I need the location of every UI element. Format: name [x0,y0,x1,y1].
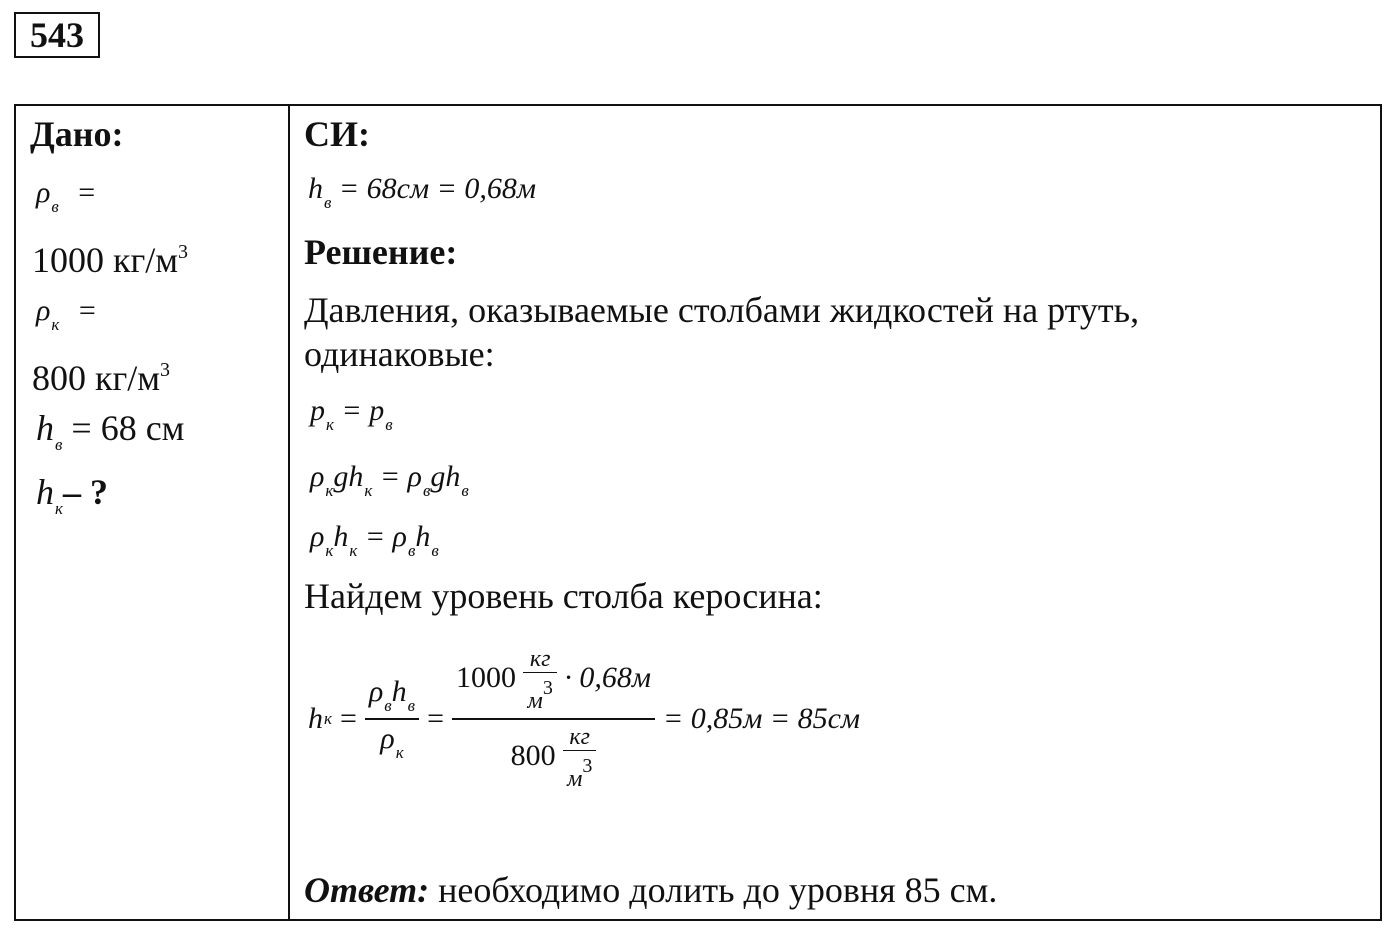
given-h-v: $h_в = 68$ см [36,408,185,454]
equation-pressure-equal: $p_к = p_в$ [310,394,393,434]
given-h-k-question: $h_к-$ ? [36,472,108,518]
answer-label: Ответ: [304,870,430,910]
final-formula: h к = $\frac{\rho_вh_в}{\rho_к}$ = 1000 кг $м^3$ · 0,68м 800 кг $м^3$ = 0,85м = 85см [308,646,861,792]
given-rho-v-value: 1000 $кг/м^3$ [32,240,189,280]
answer [304,870,997,910]
answer-text: необходимо долить до уровня 85 см. [438,870,998,910]
solution-text-line2: одинаковые: [304,334,495,374]
solution-heading: Решение: [304,232,458,272]
fraction-numeric: 1000 кг $м^3$ · 0,68м 800 кг $м^3$ [452,646,655,792]
find-level-text: Найдем уровень столба керосина: [304,576,823,616]
fraction-rho-h-over-rho: $\frac{\rho_вh_в}{\rho_к}$ [365,675,419,763]
solution-table [14,104,1382,921]
si-conversion: $h_в = 68см = 0,68м$ [308,172,536,212]
problem-number: 543 [14,12,100,58]
solution-text-line1: Давления, оказываемые столбами жидкостей на ртуть, [304,290,1140,330]
si-heading: СИ: [304,114,370,154]
equation-rho-h: $\rho_кh_к = \rho_вh_в$ [310,520,439,560]
equation-rho-g-h: $\rho_кgh_к = \rho_вgh_в$ [310,460,469,500]
given-heading: Дано: [30,114,124,154]
given-rho-k-value: 800 $кг/м^3$ [32,358,171,398]
column-divider [288,106,290,919]
given-rho-k: $\rho_к$ = [36,294,96,334]
given-rho-v: $\rho_в$ = [36,176,96,216]
